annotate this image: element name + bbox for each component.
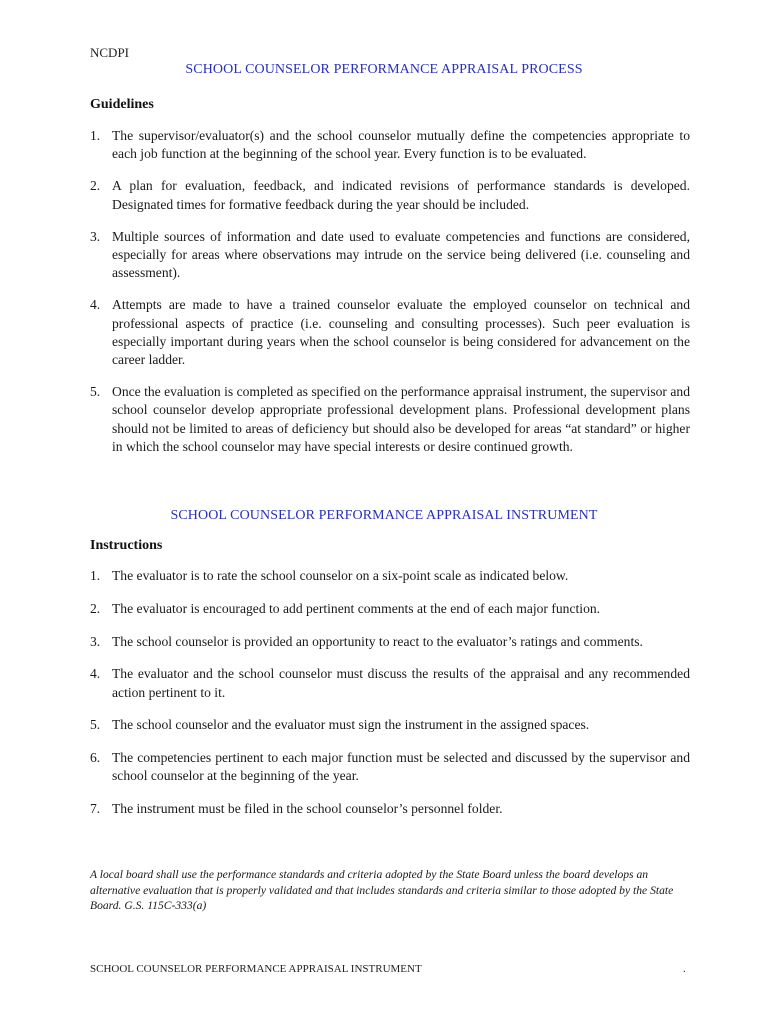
list-item-number: 5. [90, 384, 101, 400]
process-title: SCHOOL COUNSELOR PERFORMANCE APPRAISAL PROCESS [185, 62, 583, 77]
list-item [90, 228, 690, 283]
list-item-text: The supervisor/evaluator(s) and the school counselor mutually define the competencies appropriate to each job function at the beginning of the school year. Every function is to be evaluated. [112, 128, 690, 162]
list-item-number: 2. [90, 178, 101, 194]
list-item [90, 716, 690, 734]
list-item-text: The evaluator is to rate the school counselor on a six-point scale as indicated below. [112, 568, 569, 583]
list-item [90, 383, 690, 456]
list-item-number: 4. [90, 666, 101, 682]
list-item-text: Once the evaluation is completed as specified on the performance appraisal instrument, the supervisor and school counselor develop appropriate professional development plans. Professional development plans should not be limited to areas of deficiency but should also be developed for areas “at standard” or higher in which the school counselor may have special interests or desire continued growth. [112, 384, 690, 454]
list-item-number: 6. [90, 750, 101, 766]
list-item-text: The instrument must be filed in the school counselor’s personnel folder. [112, 801, 503, 817]
list-item-number: 3. [90, 228, 101, 244]
instructions-heading: Instructions [90, 538, 163, 553]
list-item-text: The evaluator and the school counselor must discuss the results of the appraisal and any recommended action pertinent to it. [112, 666, 690, 700]
list-item-text: The school counselor is provided an opportunity to react to the evaluator’s ratings and comments. [112, 633, 643, 649]
footer-mark: . [683, 963, 686, 975]
list-item-text: Attempts are made to have a trained counselor evaluate the employed counselor on technical and professional aspects of practice (i.e. counseling and consulting processes). Such peer evaluation is especially important during years when the school counselor is being considered for advancement on the career ladder. [112, 297, 690, 368]
list-item-text: The school counselor and the evaluator must sign the instrument in the assigned spaces. [112, 717, 590, 733]
list-item-text: A plan for evaluation, feedback, and indicated revisions of performance standards is developed. Designated times for formative feedback during the year should be included. [112, 178, 690, 212]
list-item [90, 296, 690, 369]
list-item-number: 2. [90, 600, 101, 616]
list-item-text: Multiple sources of information and date used to evaluate competencies and functions are considered, especially for areas where observations may intrude on the service being delivered (i.e. counseling and assessment). [112, 228, 690, 281]
list-item [90, 600, 690, 618]
guidelines-list [90, 127, 690, 470]
list-item-number: 1. [90, 568, 101, 583]
list-item [90, 749, 690, 785]
list-item-text: The competencies pertinent to each major function must be selected and discussed by the supervisor and school counselor at the beginning of the year. [112, 750, 690, 784]
list-item [90, 567, 690, 585]
page-footer: SCHOOL COUNSELOR PERFORMANCE APPRAISAL INSTRUMENT [90, 963, 422, 973]
list-item-number: 3. [90, 633, 101, 649]
list-item-number: 5. [90, 717, 101, 733]
list-item-number: 1. [90, 128, 101, 143]
legal-footnote: A local board shall use the performance standards and criteria adopted by the State Board unless the board develops an alternative evaluation that is properly validated and that includes standards and criteria similar to those adopted by the State Board. G.S. 115C-333(a) [90, 868, 674, 913]
header-org: NCDPI [90, 45, 130, 60]
list-item [90, 177, 690, 213]
list-item [90, 127, 690, 163]
list-item [90, 633, 690, 651]
instrument-title: SCHOOL COUNSELOR PERFORMANCE APPRAISAL INSTRUMENT [170, 508, 598, 523]
list-item-text: The evaluator is encouraged to add pertinent comments at the end of each major function. [112, 600, 601, 616]
list-item [90, 800, 690, 818]
list-item-number: 7. [90, 801, 101, 817]
instructions-list [90, 567, 690, 833]
list-item [90, 665, 690, 701]
list-item-number: 4. [90, 297, 101, 313]
guidelines-heading: Guidelines [90, 97, 154, 112]
